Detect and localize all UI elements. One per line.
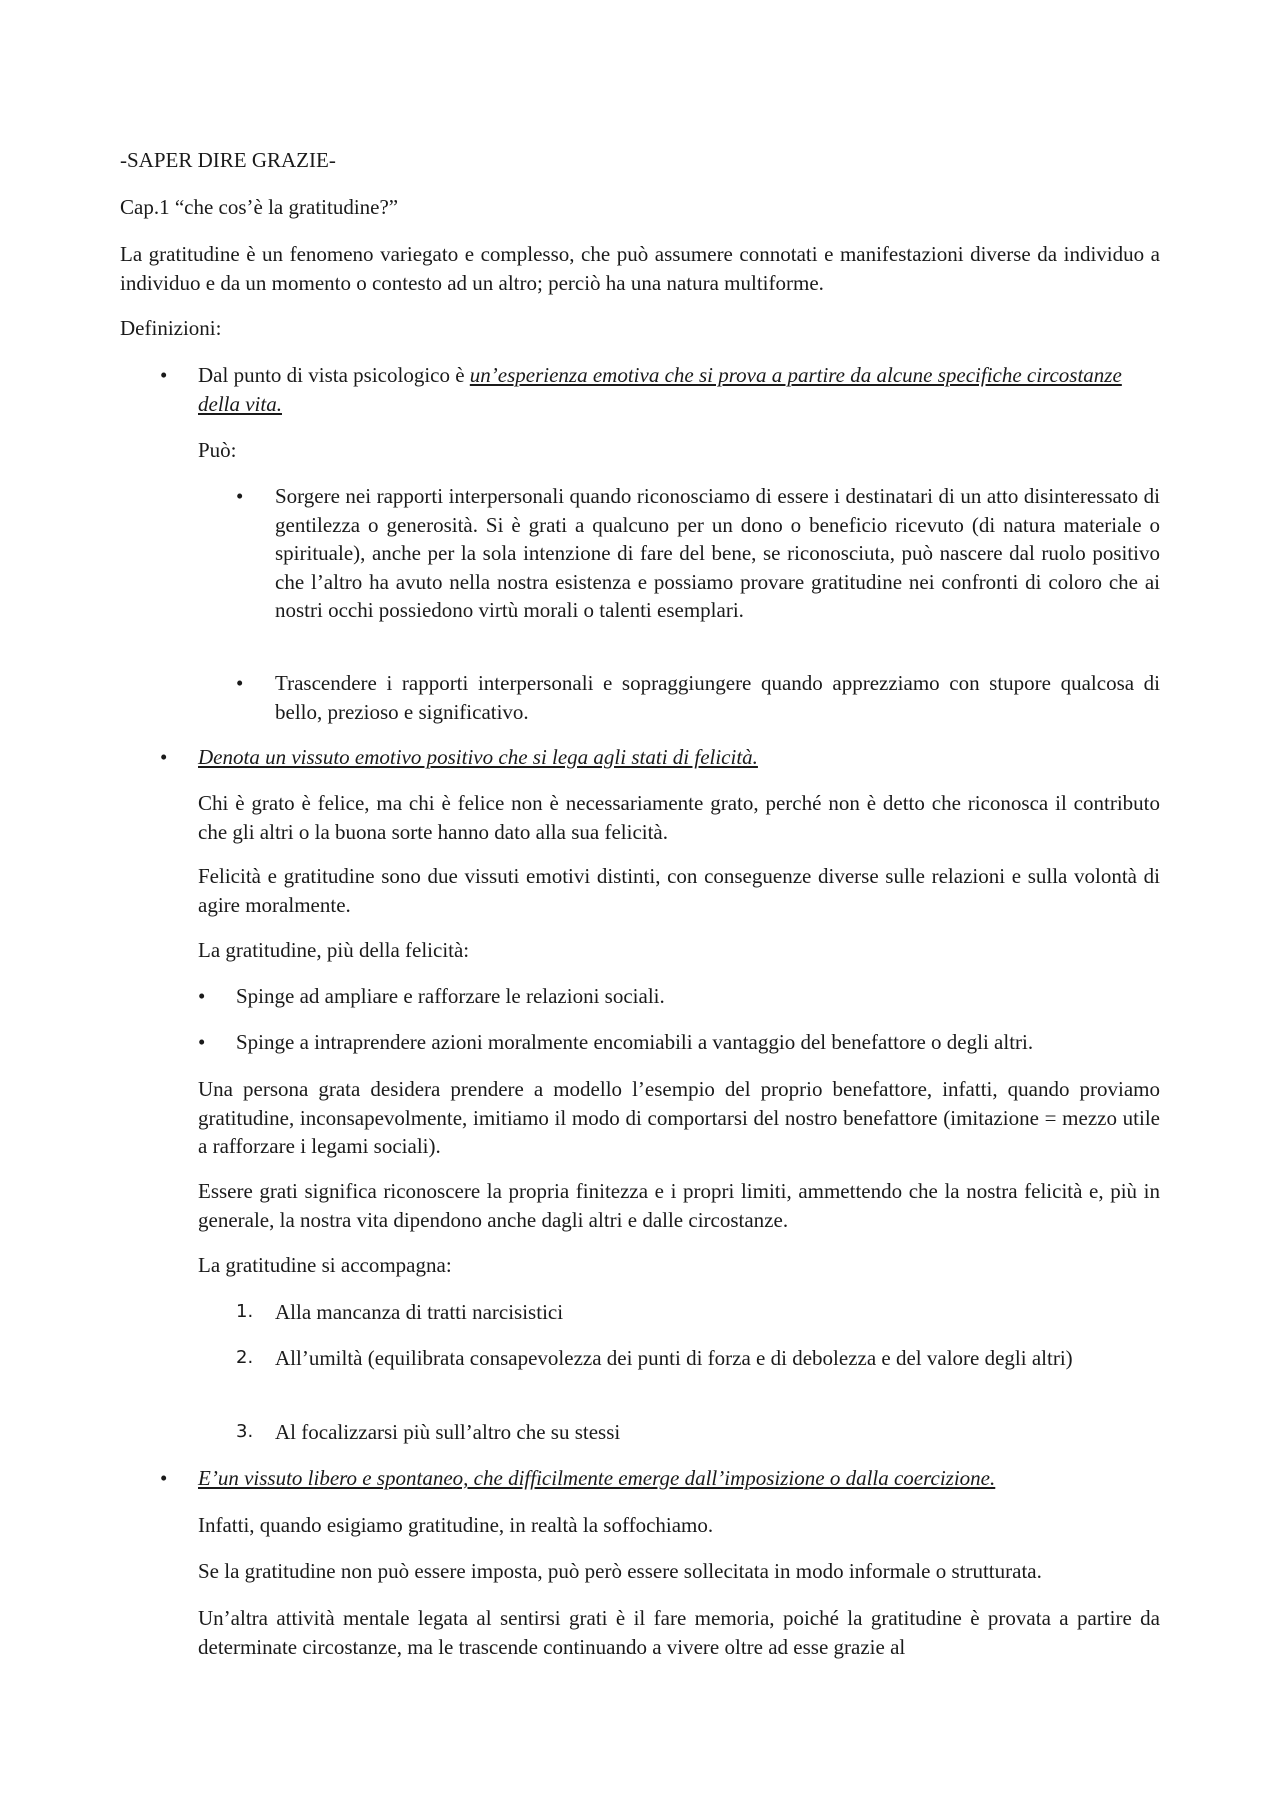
definition-1-emphasis: un’esperienza emotiva che si prova a partire da alcune specifiche circostanze della vita. <box>198 363 1122 416</box>
def2-bullet-1: Spinge ad ampliare e rafforzare le relazioni sociali. <box>236 984 665 1008</box>
sub-point-1: Sorgere nei rapporti interpersonali quando riconosciamo di essere i destinatari di un atto disinteressato di gentilezza o generosità. Si è grati a qualcuno per un dono o beneficio ricevuto (di natura materiale o spirituale), anche per la sola intenzione di fare del bene, se riconosciuta, può nascere dal ruolo positivo che l’altro ha avuto nella nostra esistenza e possiamo provare gratitudine nei confronti di coloro che ai nostri occhi possiedono virtù morali o talenti esemplari. <box>275 484 1160 622</box>
def2-paragraph-4: Una persona grata desidera prendere a modello l’esempio del proprio benefattore, infatti, quando proviamo gratitudine, inconsapevolmente, imitiamo il modo di comportarsi del nostro benefattore (imitazione = mezzo utile a rafforzare i legami sociali). <box>198 1077 1160 1158</box>
list-number-3: 3. <box>236 1421 254 1442</box>
bullet-def2-b2: • <box>198 1030 206 1054</box>
can-label: Può: <box>198 438 237 462</box>
def3-paragraph-1: Infatti, quando esigiamo gratitudine, in realtà la soffochiamo. <box>198 1513 714 1537</box>
definition-1 <box>198 361 1160 418</box>
def3-paragraph-3: Un’altra attività mentale legata al sentirsi grati è il fare memoria, poiché la gratitudine è provata a partire da determinate circostanze, ma le trascende continuando a vivere oltre ad esse grazie al <box>198 1606 1160 1659</box>
def2-paragraph-6: La gratitudine si accompagna: <box>198 1253 452 1277</box>
list-item-3: Al focalizzarsi più sull’altro che su stessi <box>275 1420 621 1444</box>
definition-3 <box>198 1464 1160 1493</box>
list-item-1: Alla mancanza di tratti narcisistici <box>275 1300 564 1324</box>
def2-paragraph-1: Chi è grato è felice, ma chi è felice non è necessariamente grato, perché non è detto che riconosca il contributo che gli altri o la buona sorte hanno dato alla sua felicità. <box>198 791 1160 844</box>
definition-2 <box>198 743 1160 772</box>
list-number-1: 1. <box>236 1301 254 1322</box>
bullet-sub-2: • <box>236 671 244 695</box>
def2-paragraph-3: La gratitudine, più della felicità: <box>198 938 470 962</box>
def2-bullet-2: Spinge a intraprendere azioni moralmente encomiabili a vantaggio del benefattore o degli altri. <box>236 1030 1034 1054</box>
definition-2-emphasis: Denota un vissuto emotivo positivo che si lega agli stati di felicità. <box>198 745 758 769</box>
sub-point-2: Trascendere i rapporti interpersonali e sopraggiungere quando apprezziamo con stupore qualcosa di bello, prezioso e significativo. <box>275 671 1160 724</box>
list-number-2: 2. <box>236 1347 254 1368</box>
bullet-def-1: • <box>160 363 168 387</box>
list-item-2: All’umiltà (equilibrata consapevolezza dei punti di forza e di debolezza e del valore degli altri) <box>275 1346 1073 1370</box>
definition-1-prefix: Dal punto di vista psicologico è <box>198 363 470 387</box>
document-title: -SAPER DIRE GRAZIE- <box>120 148 336 172</box>
intro-paragraph: La gratitudine è un fenomeno variegato e complesso, che può assumere connotati e manifestazioni diverse da individuo a individuo e da un momento o contesto ad un altro; perciò ha una natura multiforme. <box>120 242 1160 295</box>
chapter-heading: Cap.1 “che cos’è la gratitudine?” <box>120 195 399 219</box>
def2-paragraph-5: Essere grati significa riconoscere la propria finitezza e i propri limiti, ammettendo che la nostra felicità e, più in generale, la nostra vita dipendono anche dagli altri e dalle circostanze. <box>198 1179 1160 1232</box>
bullet-def-3: • <box>160 1466 168 1490</box>
def2-paragraph-2: Felicità e gratitudine sono due vissuti emotivi distinti, con conseguenze diverse sulle relazioni e sulla volontà di agire moralmente. <box>198 864 1160 917</box>
bullet-def2-b1: • <box>198 984 206 1008</box>
bullet-def-2: • <box>160 745 168 769</box>
bullet-sub-1: • <box>236 484 244 508</box>
def3-paragraph-2: Se la gratitudine non può essere imposta, può però essere sollecitata in modo informale o strutturata. <box>198 1559 1042 1583</box>
definitions-label: Definizioni: <box>120 316 222 340</box>
definition-3-emphasis: E’un vissuto libero e spontaneo, che difficilmente emerge dall’imposizione o dalla coercizione. <box>198 1466 996 1490</box>
